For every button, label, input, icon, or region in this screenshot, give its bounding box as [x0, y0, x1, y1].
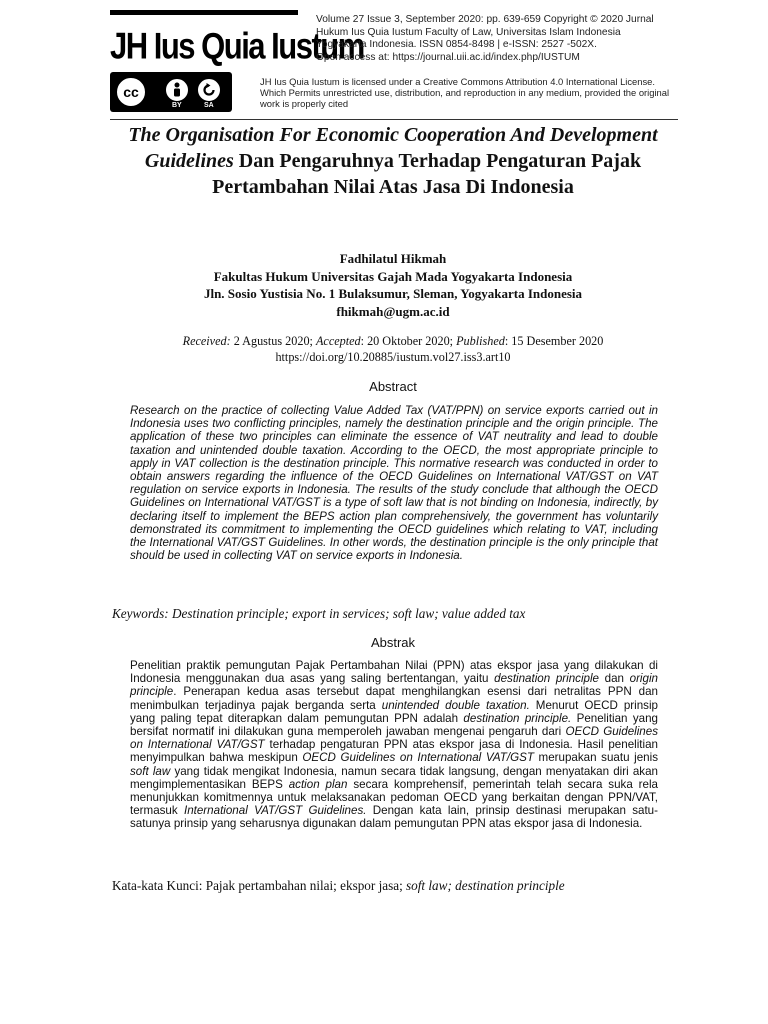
abstract-text: Research on the practice of collecting Value Added Tax (VAT/PPN) on service exports carried out in Indonesia uses two conflicting principles, namely the destination principle and the origin principle. The application of these two principles can eliminate the essence of VAT neutrality and lead to double taxation and unintended double taxation. According to the OECD, the most appropriate principle to apply in VAT collection is the destination principle. This normative research was conducted in order to obtain answers regarding the influence of the OECD Guidelines on International VAT/GST on VAT regulation on service exports in Indonesia. The results of the study conclude that although the OECD Guidelines on International VAT/GST is a type of soft law that is not binding on Indonesia, indirectly, by declaring itself to implement the BEPS action plan comprehensively, the government has voluntarily demonstrated its commitment to implementing the OECD guidelines which relating to VAT, including the International VAT/GST Guidelines. In other words, the destination principle is the only principle that should be used in collecting VAT on service exports in Indonesia. [130, 404, 658, 563]
author-email[interactable]: fhikmah@ugm.ac.id [336, 303, 450, 319]
abstrak-segment: Penelitian yang bersifat normatif ini dilakukan guna memperoleh jawaban mengenai pengaruh dari [130, 711, 658, 739]
publication-dates [112, 333, 674, 365]
journal-info-line: Yogyakarta Indonesia. ISSN 0854-8498 | e-ISSN: 2527 -502X. [316, 39, 597, 50]
journal-url[interactable]: Open access at: https://journal.uii.ac.id/index.php/IUSTUM [316, 51, 580, 63]
article-title-regular: Dan Pengaruhnya Terhadap Pengaturan Pajak Pertambahan Nilai Atas Jasa Di Indonesia [212, 150, 642, 198]
article-title-italic: The Organisation For Economic Cooperation And Development Guidelines [128, 124, 658, 172]
abstrak-segment: terhadap pengaturan PPN atas ekspor jasa di Indonesia. Hasil penelitian menyimpulkan bahwa meskipun [130, 738, 658, 765]
author-block [112, 250, 674, 320]
published-date: : 15 Desember 2020 [504, 334, 604, 348]
abstrak-segment: Penelitian praktik pemungutan Pajak Pertambahan Nilai (PPN) atas ekspor jasa yang dilakukan di Indonesia menggunakan dua asas yang saling bertentangan, yaitu [130, 659, 658, 686]
header-divider [110, 119, 678, 120]
cc-license-badge [110, 72, 232, 112]
abstrak-segment: action plan [288, 777, 348, 791]
dates-line [112, 333, 674, 349]
journal-info [316, 14, 686, 64]
abstrak-segment: destination principle. [463, 711, 572, 725]
kata-kunci [112, 877, 712, 894]
abstrak-segment: . Penerapan kedua asas tersebut dapat menghilangkan esensi dari netralitas PPN dan menimbulkan terjadinya pajak berganda serta [130, 685, 658, 712]
abstrak-segment: origin principle [130, 672, 658, 699]
cc-by-label: BY [172, 102, 182, 109]
author-address: Jln. Sosio Yustisia No. 1 Bulaksumur, Sleman, Yogyakarta Indonesia [203, 286, 583, 301]
cc-icon: cc [115, 76, 147, 108]
abstrak-segment: Dengan kata lain, prinsip destinasi merupakan satu-satunya prinsip yang seharusnya digunakan dalam pemungutan PPN atas ekspor jasa di Indonesia. [130, 804, 658, 831]
author-affiliation: Fakultas Hukum Universitas Gajah Mada Yogyakarta Indonesia [213, 268, 573, 284]
license-line: Which Permits unrestricted use, distribution, and reproduction in any medium, provided the original [260, 87, 670, 98]
accepted-date: : 20 Oktober 2020; [360, 334, 454, 348]
journal-info-line: Volume 27 Issue 3, September 2020: pp. 639-659 Copyright © 2020 Jurnal [316, 14, 654, 25]
abstract-heading: Abstract [369, 379, 417, 394]
received-label: Received: [182, 334, 231, 348]
person-icon [164, 77, 190, 103]
journal-info-line: Hukum Ius Quia Iustum Faculty of Law, Universitas Islam Indonesia [316, 26, 621, 38]
abstrak-segment: OECD Guidelines on International VAT/GST [130, 725, 658, 752]
published-label: Published [456, 334, 505, 348]
author-name: Fadhilatul Hikmah [339, 251, 447, 266]
abstrak-segment: destination principle [494, 672, 600, 686]
abstrak-segment: unintended double taxation. [381, 698, 530, 712]
abstrak-segment: OECD Guidelines on International VAT/GST [302, 751, 534, 765]
license-line: work is properly cited [260, 98, 349, 109]
accepted-label: Accepted [315, 334, 361, 348]
abstrak-segment: International VAT/GST Guidelines. [183, 804, 367, 818]
license-line: JH Ius Quia Iustum is licensed under a Creative Commons Attribution 4.0 International License. [260, 76, 655, 87]
abstrak-text [130, 659, 658, 831]
kata-kunci-regular: Kata-kata Kunci: Pajak pertambahan nilai; ekspor jasa; [112, 878, 403, 893]
kata-kunci-italic: soft law; destination principle [402, 878, 565, 893]
abstrak-segment: Menurut OECD prinsip yang paling tepat diterapkan dalam pemungutan PPN adalah [130, 698, 658, 725]
journal-logo-title: JH Ius Quia Iustum [110, 24, 364, 67]
share-alike-icon [196, 77, 222, 103]
article-title [112, 122, 674, 200]
license-statement [260, 76, 684, 109]
abstrak-segment: soft law [130, 764, 171, 778]
abstrak-segment: yang tidak mengikat Indonesia, namun secara tidak langsung, dengan menyatakan diri akan mengimplementasikan BEPS [130, 764, 658, 791]
masthead-bar [110, 10, 298, 15]
abstrak-segment: dan [599, 672, 630, 686]
abstrak-heading: Abstrak [370, 635, 416, 650]
received-date: 2 Agustus 2020; [233, 334, 313, 348]
abstrak-segment: merupakan suatu jenis [533, 751, 658, 765]
abstrak-segment: secara komprehensif, pemerintah telah secara suka rela menunjukkan komitmennya untuk melaksanakan pedoman OECD yang berkaitan dengan PPN/VAT, termasuk [130, 777, 659, 818]
cc-sa-label: SA [204, 102, 214, 109]
doi-link[interactable]: https://doi.org/10.20885/iustum.vol27.iss3.art10 [275, 350, 511, 364]
keywords: Keywords: Destination principle; export in services; soft law; value added tax [112, 606, 526, 621]
